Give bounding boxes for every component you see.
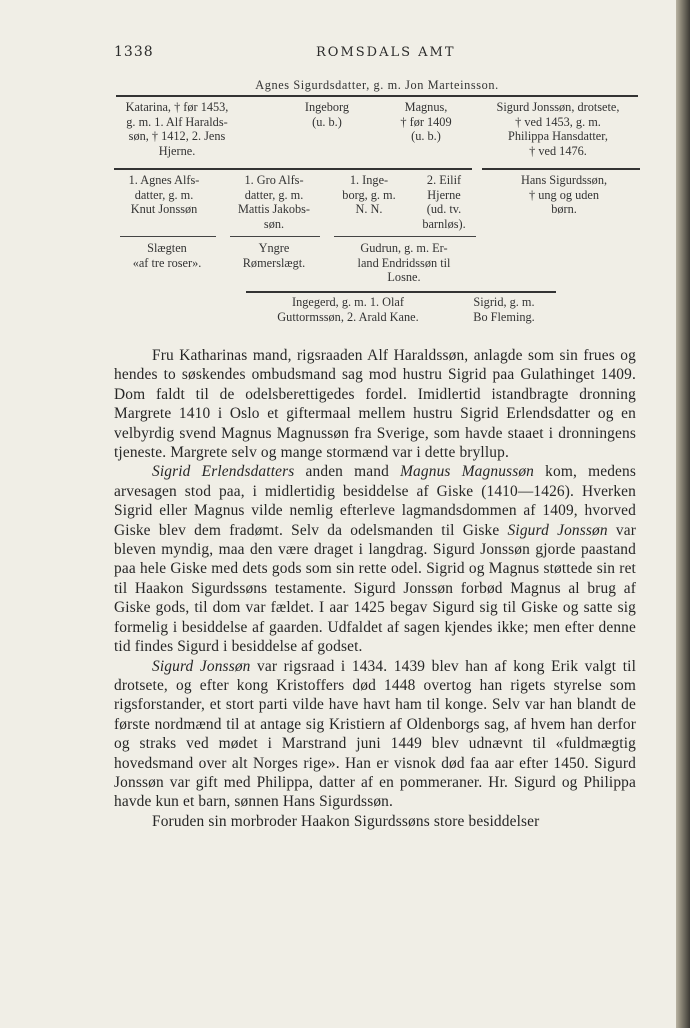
genealogy-line: Hjerne [427,187,461,202]
person-ingeborg [282,100,372,129]
genealogy-line: Knut Jonssøn [130,202,198,216]
genealogy-line: 1. Agnes Alfs- [128,173,200,187]
genealogy-line: Mattis Jakobs- [237,202,311,216]
genealogy-line: datter, g. m. [244,187,304,202]
person-name: Sigurd Jonssøn [507,521,608,539]
paragraph [114,462,636,656]
genealogy-line: † ved 1453, g. m. [515,114,601,129]
genealogy-line: Ingegerd, g. m. 1. Olaf [291,295,404,309]
person-name: Sigurd Jonssøn [152,657,251,675]
body-text [114,346,636,831]
genealogy-line: «af tre roser». [132,255,202,270]
genealogy-line: g. m. 1. Alf Haralds- [126,114,228,129]
genealogy-line: Guttormssøn, 2. Arald Kane. [277,309,419,324]
person-sigrid [458,295,550,324]
page-header [0,44,676,64]
genealogy-line: børn. [551,202,577,216]
person-eilif-hjerne [408,173,480,231]
genealogy-line: (u. b.) [312,114,342,129]
genealogy-line: Katarina, † før 1453, [125,100,229,114]
genealogy-line: Ingeborg [304,100,350,114]
connector-line [114,168,472,170]
genealogy-line: søn, † 1412, 2. Jens [128,129,226,143]
paragraph: Fru Katharinas mand, rigsraaden Alf Haraldssøn, anlagde som sin frues og hendes to søskendes ombudsmand sag mod hustru Sigrid paa Gulathinget 1409. Dom faldt til de odelsberettigedes fordel. Imidlertid istandbragte dronning Margrete 1410 i Oslo et giftermaal mellem hustru Sigrid Erlendsdatter og en velbyrdig svend Magnus Magnussøn fra Sverige, som havde staaet i dronningens tjeneste. Margrete selv og mange stormænd var i dette bryllup. [114,347,636,462]
person-gudrun [328,241,480,285]
family-romer [226,241,322,270]
genealogy-line: Losne. [387,270,421,284]
genealogy-line: borg, g. m. [342,187,396,202]
genealogy-line: Magnus, [404,100,448,114]
genealogy-line: Sigurd Jonssøn, drotsete, [496,100,620,114]
person-katarina [114,100,240,158]
genealogy-line: Gudrun, g. m. Er- [360,241,448,255]
person-ingegerd [232,295,464,324]
person-agnes-alfsdatter [112,173,216,217]
genealogy-line: Philippa Hansdatter, [508,129,608,143]
person-ingeborg-2 [334,173,404,217]
genealogy-line: (ud. tv. [426,202,462,216]
genealogy-line: † ved 1476. [529,143,587,158]
genealogy-line: Hjerne. [158,143,196,158]
genealogy-line: † før 1409 [400,114,452,129]
genealogy-line: 1. Gro Alfs- [244,173,304,187]
genealogy-line: land Endridssøn til [357,255,451,270]
person-name: Sigrid Erlendsdatters [152,463,295,481]
genealogy-chart [112,78,642,328]
genealogy-line: Slægten [147,241,187,255]
page-number: 1338 [114,44,154,60]
genealogy-line: barnløs). [422,216,466,231]
paragraph: Foruden sin morbroder Haakon Sigurdssøns store besiddelser [152,812,540,830]
genealogy-line: Sigrid, g. m. [473,295,535,309]
text-run: kom, medens arvesagen stod paa, i midlertidig besiddelse af Giske (1410—1426). Hverken Sigrid eller Magnus vilde nemlig efterleve lagmandsdommen af 1409, hvorved Giske blev dem fradømt. Selv da odelsmanden til Giske [114,463,637,539]
connector-line [230,236,320,237]
genealogy-line: Rømerslægt. [242,255,306,270]
text-run: var bleven myndig, maa den være draget i langdrag. Sigurd Jonssøn gjorde paastand paa hele Giske med dets gods som sin rette odel. Sigrid og Magnus støttede sin ret til Haakon Sigurdssøns testamente. Sigurd Jonssøn forbød Magnus al brug af Giske gods, til dom var fældet. I aar 1425 begav Sigurd sig til Giske og satte sig formelig i besiddelse af gaarden. Udfaldet af sagen kjendes ikke; men efter denne tid findes Sigurd i besiddelse af godset. [114,521,637,656]
paragraph [114,657,636,812]
connector-line [120,236,216,237]
running-title: ROMSDALS AMT [316,45,456,60]
text-run: var rigsraad i 1434. 1439 blev han af kong Erik valgt til drotsete, og efter kong Kristoffers død 1448 overtog han rigets styrelse som rigsforstander, et stort parti vilde have havt ham til konge. Selv var han blandt de første nordmænd til at antage sig Kristiern af Oldenborgs sag, af hvem han derfor og straks ved mødet i Marstrand juni 1449 blev udnævnt til «fuldmægtig hovedsmand over alt Norges rige». Han er visnok død faa aar efter 1450. Sigurd Jonssøn var gift med Philippa, datter af en pommeraner. Hr. Sigurd og Philippa havde kun et barn, sønnen Hans Sigurdssøn. [114,657,636,811]
genealogy-line: søn. [263,216,285,231]
genealogy-line: † ung og uden [528,187,600,202]
connector-line [116,95,638,97]
connector-line [246,291,556,293]
connector-line [482,168,640,170]
genealogy-line: datter, g. m. [134,187,194,202]
genealogy-line: N. N. [355,202,383,216]
genealogy-line: 2. Eilif [426,173,462,187]
genealogy-line: Bo Fleming. [473,309,535,324]
person-name: Magnus Magnussøn [400,463,535,481]
person-hans-sigurdsson [486,173,642,217]
genealogy-root: Agnes Sigurdsdatter, g. m. Jon Marteinsson. [255,78,499,92]
genealogy-line: Yngre [258,241,290,255]
text-run: anden mand [294,463,401,481]
genealogy-line: (u. b.) [411,129,441,143]
person-gro-alfsdatter [226,173,322,231]
connector-line [334,236,476,237]
family-three-roses [112,241,222,270]
person-sigurd-jonsson [474,100,642,158]
genealogy-line: 1. Inge- [349,173,389,187]
book-spine-edge [676,0,690,1028]
person-magnus [382,100,470,144]
genealogy-line: Hans Sigurdssøn, [520,173,608,187]
